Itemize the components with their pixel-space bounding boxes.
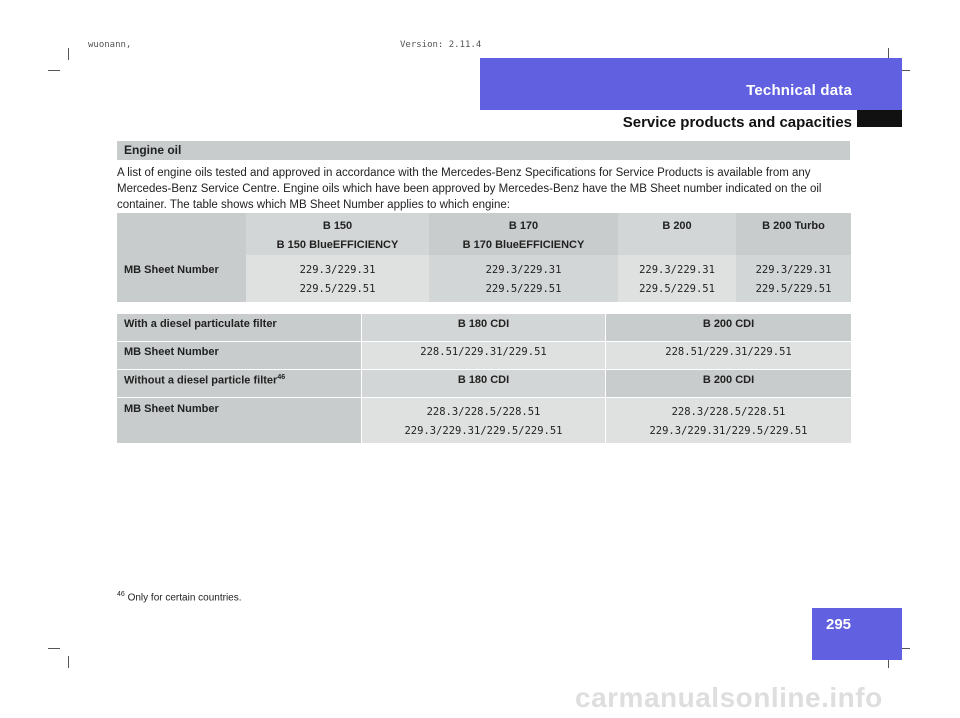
row-label-text: Without a diesel particle filter bbox=[124, 374, 278, 387]
cell-line: 229.5/229.51 bbox=[299, 283, 376, 295]
table-corner-cell bbox=[117, 213, 246, 255]
footnote bbox=[117, 591, 242, 603]
table-header-cell: B 200 CDI bbox=[606, 370, 851, 398]
footnote-number: 46 bbox=[117, 591, 125, 598]
cell-line: 229.5/229.51 bbox=[485, 283, 562, 295]
cell-line: 228.3/228.5/228.51 bbox=[426, 406, 541, 418]
table-cell bbox=[429, 255, 618, 302]
cell-line: 229.3/229.31/229.5/229.51 bbox=[404, 425, 563, 437]
print-author: wuonann, bbox=[88, 40, 132, 50]
engine-oil-table bbox=[117, 213, 851, 302]
row-label: With a diesel particulate filter bbox=[117, 314, 362, 342]
table-cell bbox=[736, 255, 851, 302]
table-header-cell bbox=[736, 213, 851, 255]
cell-line: 229.3/229.31 bbox=[485, 264, 562, 276]
header-line: B 200 bbox=[662, 220, 692, 232]
row-label bbox=[117, 370, 362, 398]
header-line: B 170 bbox=[508, 220, 539, 232]
table-row bbox=[117, 255, 851, 302]
cell-line: 229.5/229.51 bbox=[639, 283, 715, 295]
table-row bbox=[117, 342, 851, 370]
page-number-box bbox=[812, 608, 902, 660]
table-cell: 228.51/229.31/229.51 bbox=[606, 342, 851, 370]
diesel-engine-oil-table bbox=[117, 314, 851, 444]
section-header-bar bbox=[480, 58, 902, 110]
cell-line: 229.5/229.51 bbox=[755, 283, 832, 295]
row-label: MB Sheet Number bbox=[117, 255, 246, 302]
print-version: Version: 2.11.4 bbox=[400, 40, 482, 50]
engine-oil-heading: Engine oil bbox=[124, 143, 182, 157]
table-header-row bbox=[117, 213, 851, 255]
subsection-title: Service products and capacities bbox=[622, 114, 852, 131]
table-cell bbox=[246, 255, 429, 302]
cell-line: 228.3/228.5/228.51 bbox=[671, 406, 786, 418]
crop-mark bbox=[48, 70, 60, 71]
engine-oil-heading-bar bbox=[117, 141, 850, 160]
cell-line: 229.3/229.31 bbox=[299, 264, 376, 276]
table-header-cell: B 180 CDI bbox=[362, 314, 606, 342]
table-header-cell bbox=[429, 213, 618, 255]
table-header-cell bbox=[246, 213, 429, 255]
table-header-cell: B 180 CDI bbox=[362, 370, 606, 398]
table-cell bbox=[606, 398, 851, 444]
header-line: B 170 BlueEFFICIENCY bbox=[462, 239, 585, 251]
table-header-cell bbox=[618, 213, 736, 255]
cell-line: 229.3/229.31 bbox=[755, 264, 832, 276]
cell-line: 229.3/229.31/229.5/229.51 bbox=[649, 425, 808, 437]
footnote-ref: 46 bbox=[277, 374, 286, 381]
header-line: B 150 BlueEFFICIENCY bbox=[276, 239, 399, 251]
footnote-text: Only for certain countries. bbox=[127, 592, 242, 604]
crop-mark bbox=[68, 656, 69, 668]
table-row bbox=[117, 370, 851, 398]
table-cell: 228.51/229.31/229.51 bbox=[362, 342, 606, 370]
table-row bbox=[117, 398, 851, 444]
header-line: B 150 bbox=[322, 220, 353, 232]
header-line: B 200 Turbo bbox=[762, 220, 825, 232]
table-cell bbox=[362, 398, 606, 444]
row-label: MB Sheet Number bbox=[117, 398, 362, 444]
table-header-cell: B 200 CDI bbox=[606, 314, 851, 342]
crop-mark bbox=[48, 648, 60, 649]
watermark: carmanualsonline.info bbox=[575, 682, 883, 713]
table-cell bbox=[618, 255, 736, 302]
engine-oil-paragraph: A list of engine oils tested and approved in accordance with the Mercedes-Benz Specifications for Service Products is available from any Mercedes-Benz Service Centre. Engine oils which have been approved by Mercedes-Benz have the MB Sheet number indicated on the oil container. The table shows which MB Sheet Number applies to which engine: bbox=[117, 167, 822, 211]
header-marker bbox=[857, 110, 902, 127]
section-title: Technical data bbox=[746, 82, 852, 99]
crop-mark bbox=[68, 48, 69, 60]
table-row bbox=[117, 314, 851, 342]
row-label: MB Sheet Number bbox=[117, 342, 362, 370]
cell-line: 229.3/229.31 bbox=[639, 264, 715, 276]
page-number: 295 bbox=[826, 616, 852, 633]
